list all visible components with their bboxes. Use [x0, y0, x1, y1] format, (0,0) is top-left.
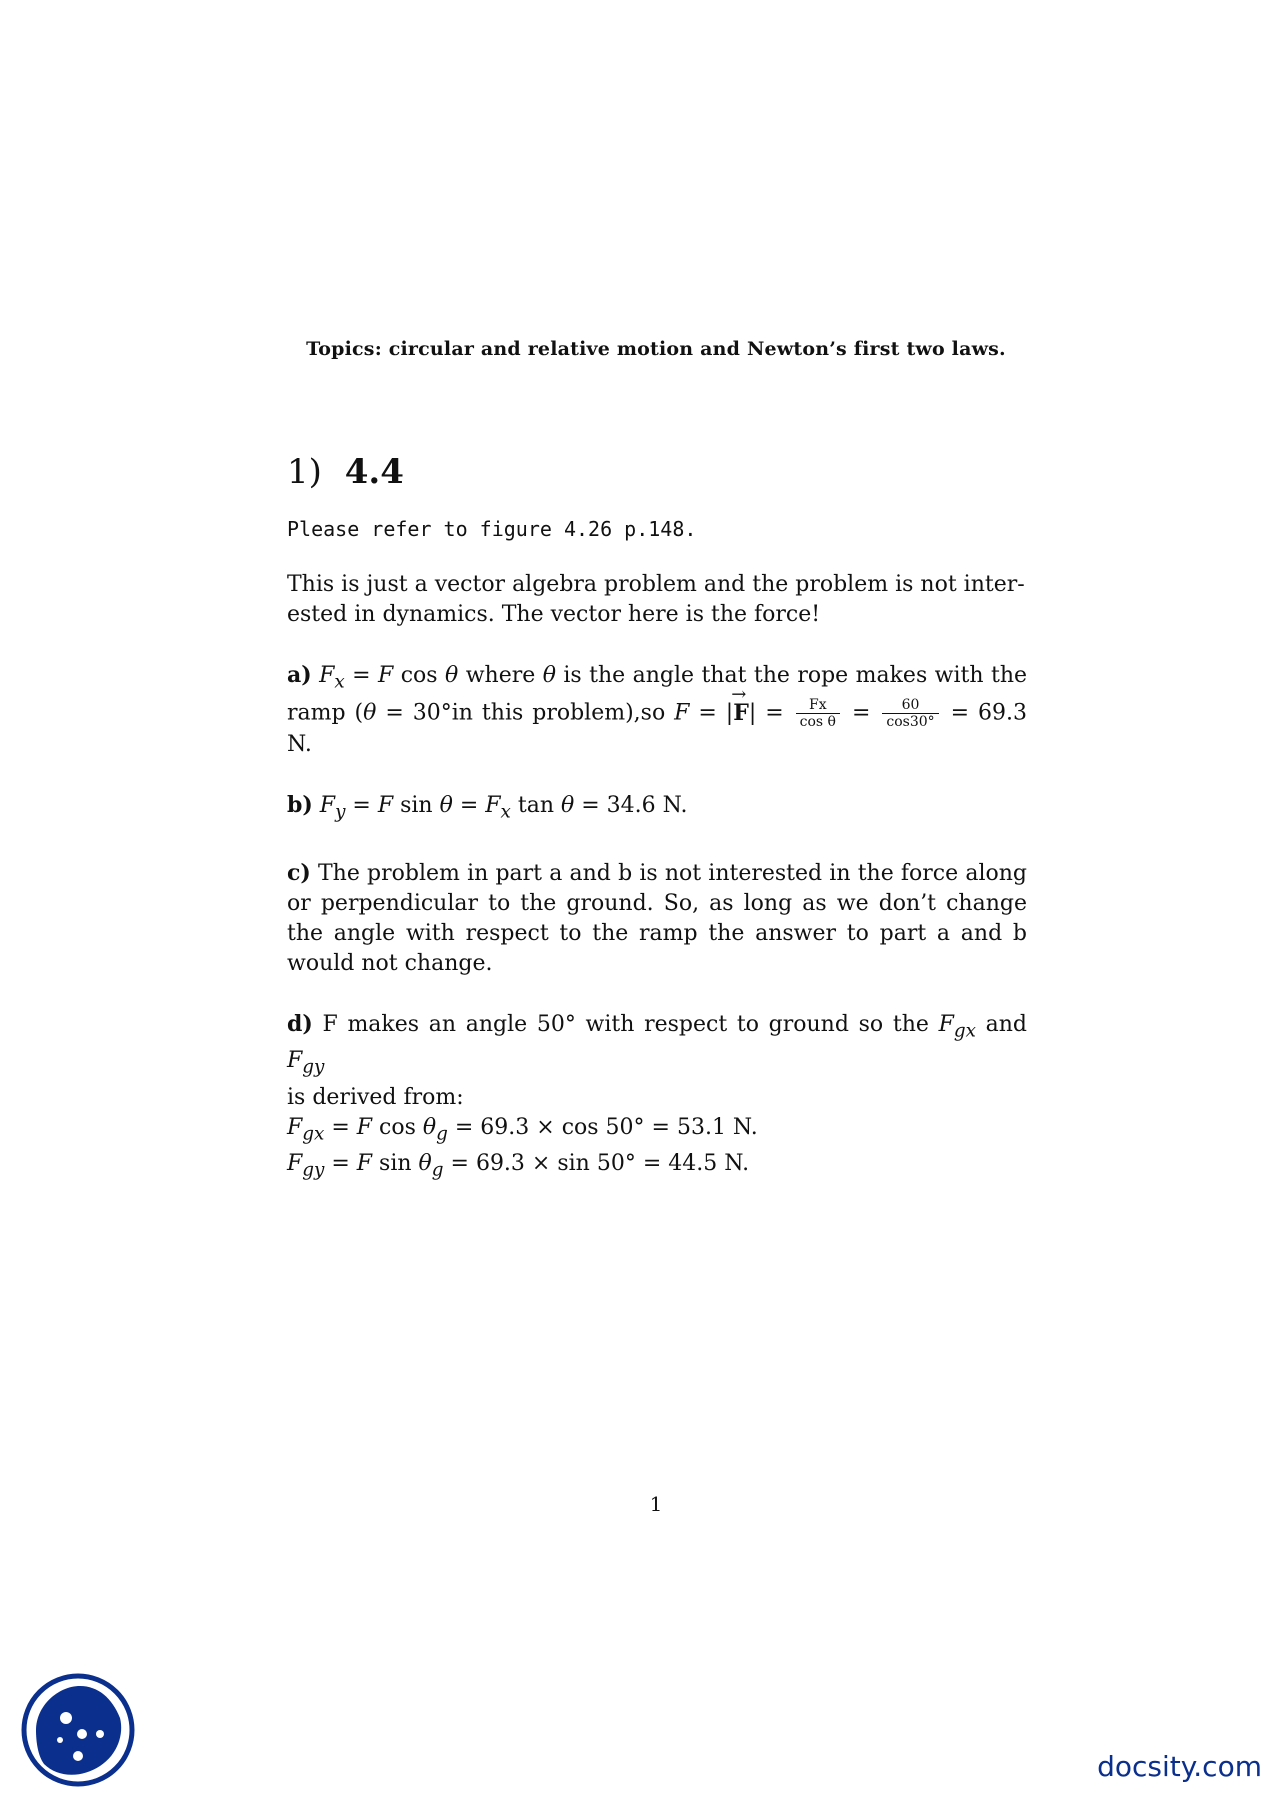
intro-paragraph	[287, 570, 1027, 630]
fraction-60-over-cos30	[882, 697, 938, 730]
equation-fgy: $F_{gy} = F$ $\sin \theta_g = 69.3 \times \sin 50^\circ = 44.5$ N.	[287, 1150, 750, 1181]
intro-line-1: This is just a vector algebra problem and the problem is not inter-	[287, 572, 1025, 597]
section-heading	[287, 450, 1027, 494]
part-a-result: = 69.3 N.	[287, 700, 1028, 758]
part-b-result: = 34.6 N.	[581, 793, 688, 819]
equation-fgx-result: = 69.3 × cos 50° = 53.1 N.	[454, 1114, 758, 1140]
fraction-numerator: 60	[882, 697, 938, 714]
part-d-paragraph: d) F makes an angle 50° with respect to ground so the $F_{gx}$ and $F_{gy}$ is derived from: $F_{gx} = F$ $\cos \theta_g = 69.3 \times \cos 50^\circ = 53.1$ N. $F_{gy} = F$ $\sin \theta_g = 69.3 \times \sin 50^\circ = 44.5$ N.	[287, 1009, 1027, 1186]
equation-fgy-result: = 69.3 × sin 50° = 44.5 N.	[450, 1150, 750, 1176]
part-b-label: b)	[287, 792, 313, 819]
part-c-paragraph	[287, 858, 1027, 979]
fraction-denominator: cos θ	[799, 714, 836, 731]
fraction-numerator: Fx	[796, 697, 840, 714]
equation-fgx: $F_{gx} = F$ $\cos \theta_g = 69.3 \times \cos 50^\circ = 53.1$ N.	[287, 1114, 758, 1144]
fraction-denominator: cos30°	[886, 714, 935, 731]
section-number: 1)	[287, 452, 322, 492]
docsity-brand-link[interactable]: docsity.com	[1097, 1750, 1262, 1783]
intro-line-2: ested in dynamics. The vector here is the force!	[287, 602, 821, 627]
part-d-intro: is derived from:	[287, 1084, 464, 1110]
fraction-fx-over-cos	[796, 697, 840, 730]
topics-header: Topics: circular and relative motion and Newton’s first two laws.	[306, 338, 1006, 360]
section-title: 4.4	[344, 452, 404, 492]
part-c-label: c)	[287, 859, 311, 886]
figure-reference: Please refer to figure 4.26 p.148.	[287, 517, 697, 541]
part-a-paragraph: a) $F_x = F$ cos θ where θ is the angle that the rope makes with the ramp (θ = 30°in this problem),so F = |→ F| = $\frac{Fx}{\text{cos θ}}$ = $\frac{60}{\cos 30^\circ}$ = 69.3 N.	[287, 660, 1027, 760]
document-body	[287, 450, 1027, 1215]
part-c-text: The problem in part a and b is not interested in the force along or perpendicular to the ground. So, as long as we don’t change the angle with respect to the ramp the answer to part a and b would not change.	[287, 860, 1027, 976]
docsity-logo-icon[interactable]	[20, 1672, 136, 1788]
part-b-paragraph: b) $F_y = F$ $\sin \theta = F_x$ tan θ = 34.6 N.	[287, 792, 688, 823]
page-number: 1	[649, 1492, 663, 1516]
part-d-label: d)	[287, 1010, 313, 1037]
part-a-label: a)	[287, 662, 312, 688]
force-vector-symbol: → F	[733, 698, 749, 728]
